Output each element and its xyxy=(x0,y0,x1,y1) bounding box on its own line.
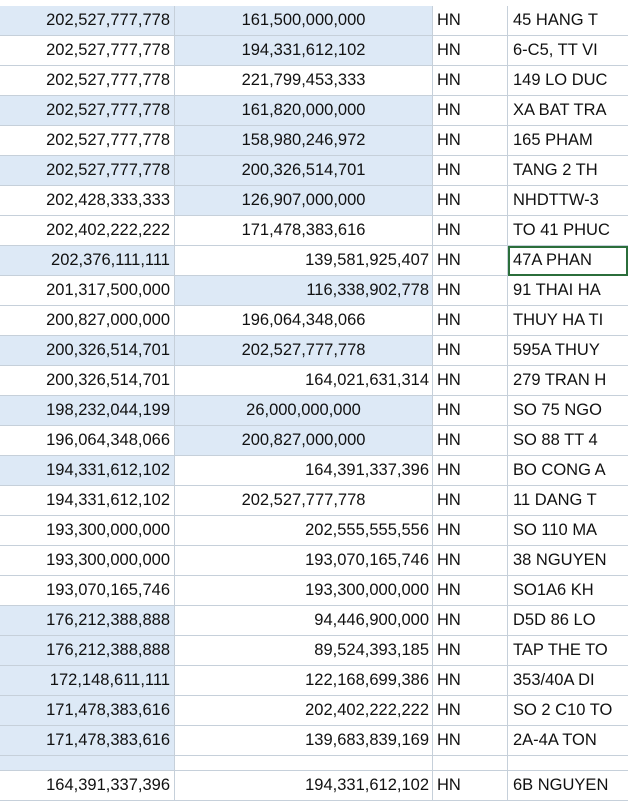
cell-city[interactable] xyxy=(433,756,508,771)
cell-value-col-a[interactable]: 202,527,777,778 xyxy=(0,36,175,66)
cell-value-col-a[interactable]: 202,527,777,778 xyxy=(0,126,175,156)
cell-city[interactable]: HN xyxy=(433,126,508,156)
cell-value-col-a[interactable]: 200,827,000,000 xyxy=(0,306,175,336)
cell-address[interactable]: SO 75 NGO xyxy=(508,396,628,426)
cell-value-col-a[interactable]: 171,478,383,616 xyxy=(0,696,175,726)
cell-value-col-a[interactable]: 200,326,514,701 xyxy=(0,366,175,396)
table-row xyxy=(0,666,600,696)
table-row xyxy=(0,306,604,336)
cell-city[interactable]: HN xyxy=(433,66,508,96)
cell-value-col-b[interactable]: 161,820,000,000 xyxy=(175,96,433,126)
cell-address[interactable]: 279 TRAN H xyxy=(508,366,628,396)
cell-value-col-a[interactable]: 176,212,388,888 xyxy=(0,636,175,666)
table-row xyxy=(0,366,607,396)
cell-value-col-b[interactable]: 171,478,383,616 xyxy=(175,216,433,246)
cell-address[interactable]: SO 110 MA xyxy=(508,516,628,546)
cell-value-col-b[interactable]: 200,827,000,000 xyxy=(175,426,433,456)
cell-address[interactable]: BO CONG A xyxy=(508,456,628,486)
cell-city[interactable]: HN xyxy=(433,156,508,186)
table-row xyxy=(0,516,600,546)
cell-value-col-b[interactable] xyxy=(175,756,433,771)
cell-value-col-a[interactable]: 164,391,337,396 xyxy=(0,771,175,801)
cell-address[interactable]: TO 41 PHUC xyxy=(508,216,628,246)
cell-address[interactable]: 91 THAI HA xyxy=(508,276,628,306)
table-row xyxy=(0,636,608,666)
cell-value-col-a[interactable]: 193,070,165,746 xyxy=(0,576,175,606)
cell-value-col-b[interactable]: 202,402,222,222 xyxy=(175,696,433,726)
cell-value-col-b[interactable]: 202,527,777,778 xyxy=(175,486,433,516)
cell-address[interactable]: TANG 2 TH xyxy=(508,156,628,186)
cell-value-col-a[interactable]: 193,300,000,000 xyxy=(0,546,175,576)
cell-value-col-b[interactable]: 158,980,246,972 xyxy=(175,126,433,156)
cell-value-col-a[interactable]: 201,317,500,000 xyxy=(0,276,175,306)
cell-address[interactable]: 11 DANG T xyxy=(508,486,628,516)
cell-value-col-a[interactable]: 172,148,611,111 xyxy=(0,666,175,696)
table-row xyxy=(0,396,600,426)
cell-address[interactable]: XA BAT TRA xyxy=(508,96,628,126)
cell-value-col-a[interactable]: 202,527,777,778 xyxy=(0,66,175,96)
cell-city[interactable]: HN xyxy=(433,726,508,756)
cell-value-col-a[interactable]: 198,232,044,199 xyxy=(0,396,175,426)
cell-city[interactable]: HN xyxy=(433,396,508,426)
table-row xyxy=(0,576,600,606)
cell-value-col-b[interactable]: 202,555,555,556 xyxy=(175,516,433,546)
table-row xyxy=(0,771,609,801)
table-row xyxy=(0,66,608,96)
cell-address[interactable]: SO1A6 KH xyxy=(508,576,628,606)
cell-address[interactable]: 6B NGUYEN xyxy=(508,771,628,801)
cell-city[interactable]: HN xyxy=(433,276,508,306)
cell-value-col-a[interactable]: 202,402,222,222 xyxy=(0,216,175,246)
table-row xyxy=(0,726,600,756)
cell-city[interactable]: HN xyxy=(433,186,508,216)
cell-address[interactable]: 2A-4A TON xyxy=(508,726,628,756)
table-row xyxy=(0,186,600,216)
cell-value-col-b[interactable]: 26,000,000,000 xyxy=(175,396,433,426)
cell-value-col-a[interactable]: 196,064,348,066 xyxy=(0,426,175,456)
cell-address[interactable]: 38 NGUYEN xyxy=(508,546,628,576)
cell-city[interactable]: HN xyxy=(433,426,508,456)
table-row xyxy=(0,36,600,66)
cell-value-col-b[interactable]: 164,021,631,314 xyxy=(175,366,433,396)
cell-value-col-a[interactable]: 202,527,777,778 xyxy=(0,6,175,36)
cell-address[interactable]: 353/40A DI xyxy=(508,666,628,696)
cell-address[interactable]: 6-C5, TT VI xyxy=(508,36,628,66)
cell-city[interactable]: HN xyxy=(433,696,508,726)
cell-city[interactable]: HN xyxy=(433,36,508,66)
cell-city[interactable]: HN xyxy=(433,6,508,36)
table-row xyxy=(0,126,600,156)
cell-value-col-b[interactable]: 116,338,902,778 xyxy=(175,276,433,306)
table-row xyxy=(0,246,600,276)
cell-address[interactable]: THUY HA TI xyxy=(508,306,628,336)
cell-city[interactable]: HN xyxy=(433,666,508,696)
table-row xyxy=(0,6,600,36)
cell-address[interactable]: 47A PHAN xyxy=(508,246,628,276)
cell-city[interactable]: HN xyxy=(433,771,508,801)
cell-value-col-a[interactable]: 202,428,333,333 xyxy=(0,186,175,216)
cell-value-col-a[interactable]: 171,478,383,616 xyxy=(0,726,175,756)
cell-address[interactable]: SO 2 C10 TO xyxy=(508,696,628,726)
cell-value-col-a[interactable] xyxy=(0,756,175,771)
table-row xyxy=(0,216,610,246)
cell-value-col-a[interactable]: 193,300,000,000 xyxy=(0,516,175,546)
cell-value-col-b[interactable]: 89,524,393,185 xyxy=(175,636,433,666)
cell-address[interactable]: TAP THE TO xyxy=(508,636,628,666)
cell-address[interactable]: SO 88 TT 4 xyxy=(508,426,628,456)
cell-address[interactable]: D5D 86 LO xyxy=(508,606,628,636)
cell-city[interactable]: HN xyxy=(433,96,508,126)
table-row xyxy=(0,696,613,726)
table-row xyxy=(0,456,606,486)
cell-value-col-a[interactable]: 194,331,612,102 xyxy=(0,456,175,486)
table-row xyxy=(0,96,607,126)
cell-city[interactable]: HN xyxy=(433,486,508,516)
cell-address[interactable] xyxy=(508,756,628,771)
cell-city[interactable]: HN xyxy=(433,306,508,336)
cell-value-col-b[interactable]: 139,581,925,407 xyxy=(175,246,433,276)
cell-value-col-a[interactable]: 194,331,612,102 xyxy=(0,486,175,516)
cell-address[interactable]: 149 LO DUC xyxy=(508,66,628,96)
cell-value-col-b[interactable]: 200,326,514,701 xyxy=(175,156,433,186)
table-row xyxy=(0,546,607,576)
cell-value-col-b[interactable]: 126,907,000,000 xyxy=(175,186,433,216)
cell-city[interactable]: HN xyxy=(433,336,508,366)
cell-value-col-b[interactable]: 94,446,900,000 xyxy=(175,606,433,636)
cell-value-col-a[interactable]: 202,527,777,778 xyxy=(0,156,175,186)
table-row xyxy=(0,156,600,186)
cell-value-col-b[interactable]: 164,391,337,396 xyxy=(175,456,433,486)
cell-value-col-b[interactable]: 221,799,453,333 xyxy=(175,66,433,96)
cell-city[interactable]: HN xyxy=(433,246,508,276)
cell-city[interactable]: HN xyxy=(433,516,508,546)
cell-city[interactable]: HN xyxy=(433,606,508,636)
table-row xyxy=(0,486,600,516)
cell-value-col-a[interactable]: 202,527,777,778 xyxy=(0,96,175,126)
cell-address[interactable]: 595A THUY xyxy=(508,336,628,366)
table-row xyxy=(0,336,600,366)
cell-value-col-b[interactable]: 193,070,165,746 xyxy=(175,546,433,576)
cell-city[interactable]: HN xyxy=(433,546,508,576)
cell-address[interactable]: 45 HANG T xyxy=(508,6,628,36)
cell-city[interactable]: HN xyxy=(433,636,508,666)
cell-value-col-b[interactable]: 161,500,000,000 xyxy=(175,6,433,36)
cell-city[interactable]: HN xyxy=(433,366,508,396)
cell-address[interactable]: 165 PHAM xyxy=(508,126,628,156)
table-row xyxy=(0,426,600,456)
cell-value-col-b[interactable]: 139,683,839,169 xyxy=(175,726,433,756)
table-row xyxy=(0,606,600,636)
cell-value-col-b[interactable]: 193,300,000,000 xyxy=(175,576,433,606)
cell-value-col-a[interactable]: 202,376,111,111 xyxy=(0,246,175,276)
table-row xyxy=(0,276,600,306)
cell-address[interactable]: NHDTTW-3 xyxy=(508,186,628,216)
cell-value-col-a[interactable]: 176,212,388,888 xyxy=(0,606,175,636)
cell-value-col-b[interactable]: 194,331,612,102 xyxy=(175,771,433,801)
cell-value-col-b[interactable]: 196,064,348,066 xyxy=(175,306,433,336)
cell-value-col-b[interactable]: 202,527,777,778 xyxy=(175,336,433,366)
table-row xyxy=(0,756,600,771)
cell-city[interactable]: HN xyxy=(433,216,508,246)
cell-value-col-a[interactable]: 200,326,514,701 xyxy=(0,336,175,366)
cell-value-col-b[interactable]: 194,331,612,102 xyxy=(175,36,433,66)
cell-city[interactable]: HN xyxy=(433,576,508,606)
cell-value-col-b[interactable]: 122,168,699,386 xyxy=(175,666,433,696)
cell-city[interactable]: HN xyxy=(433,456,508,486)
